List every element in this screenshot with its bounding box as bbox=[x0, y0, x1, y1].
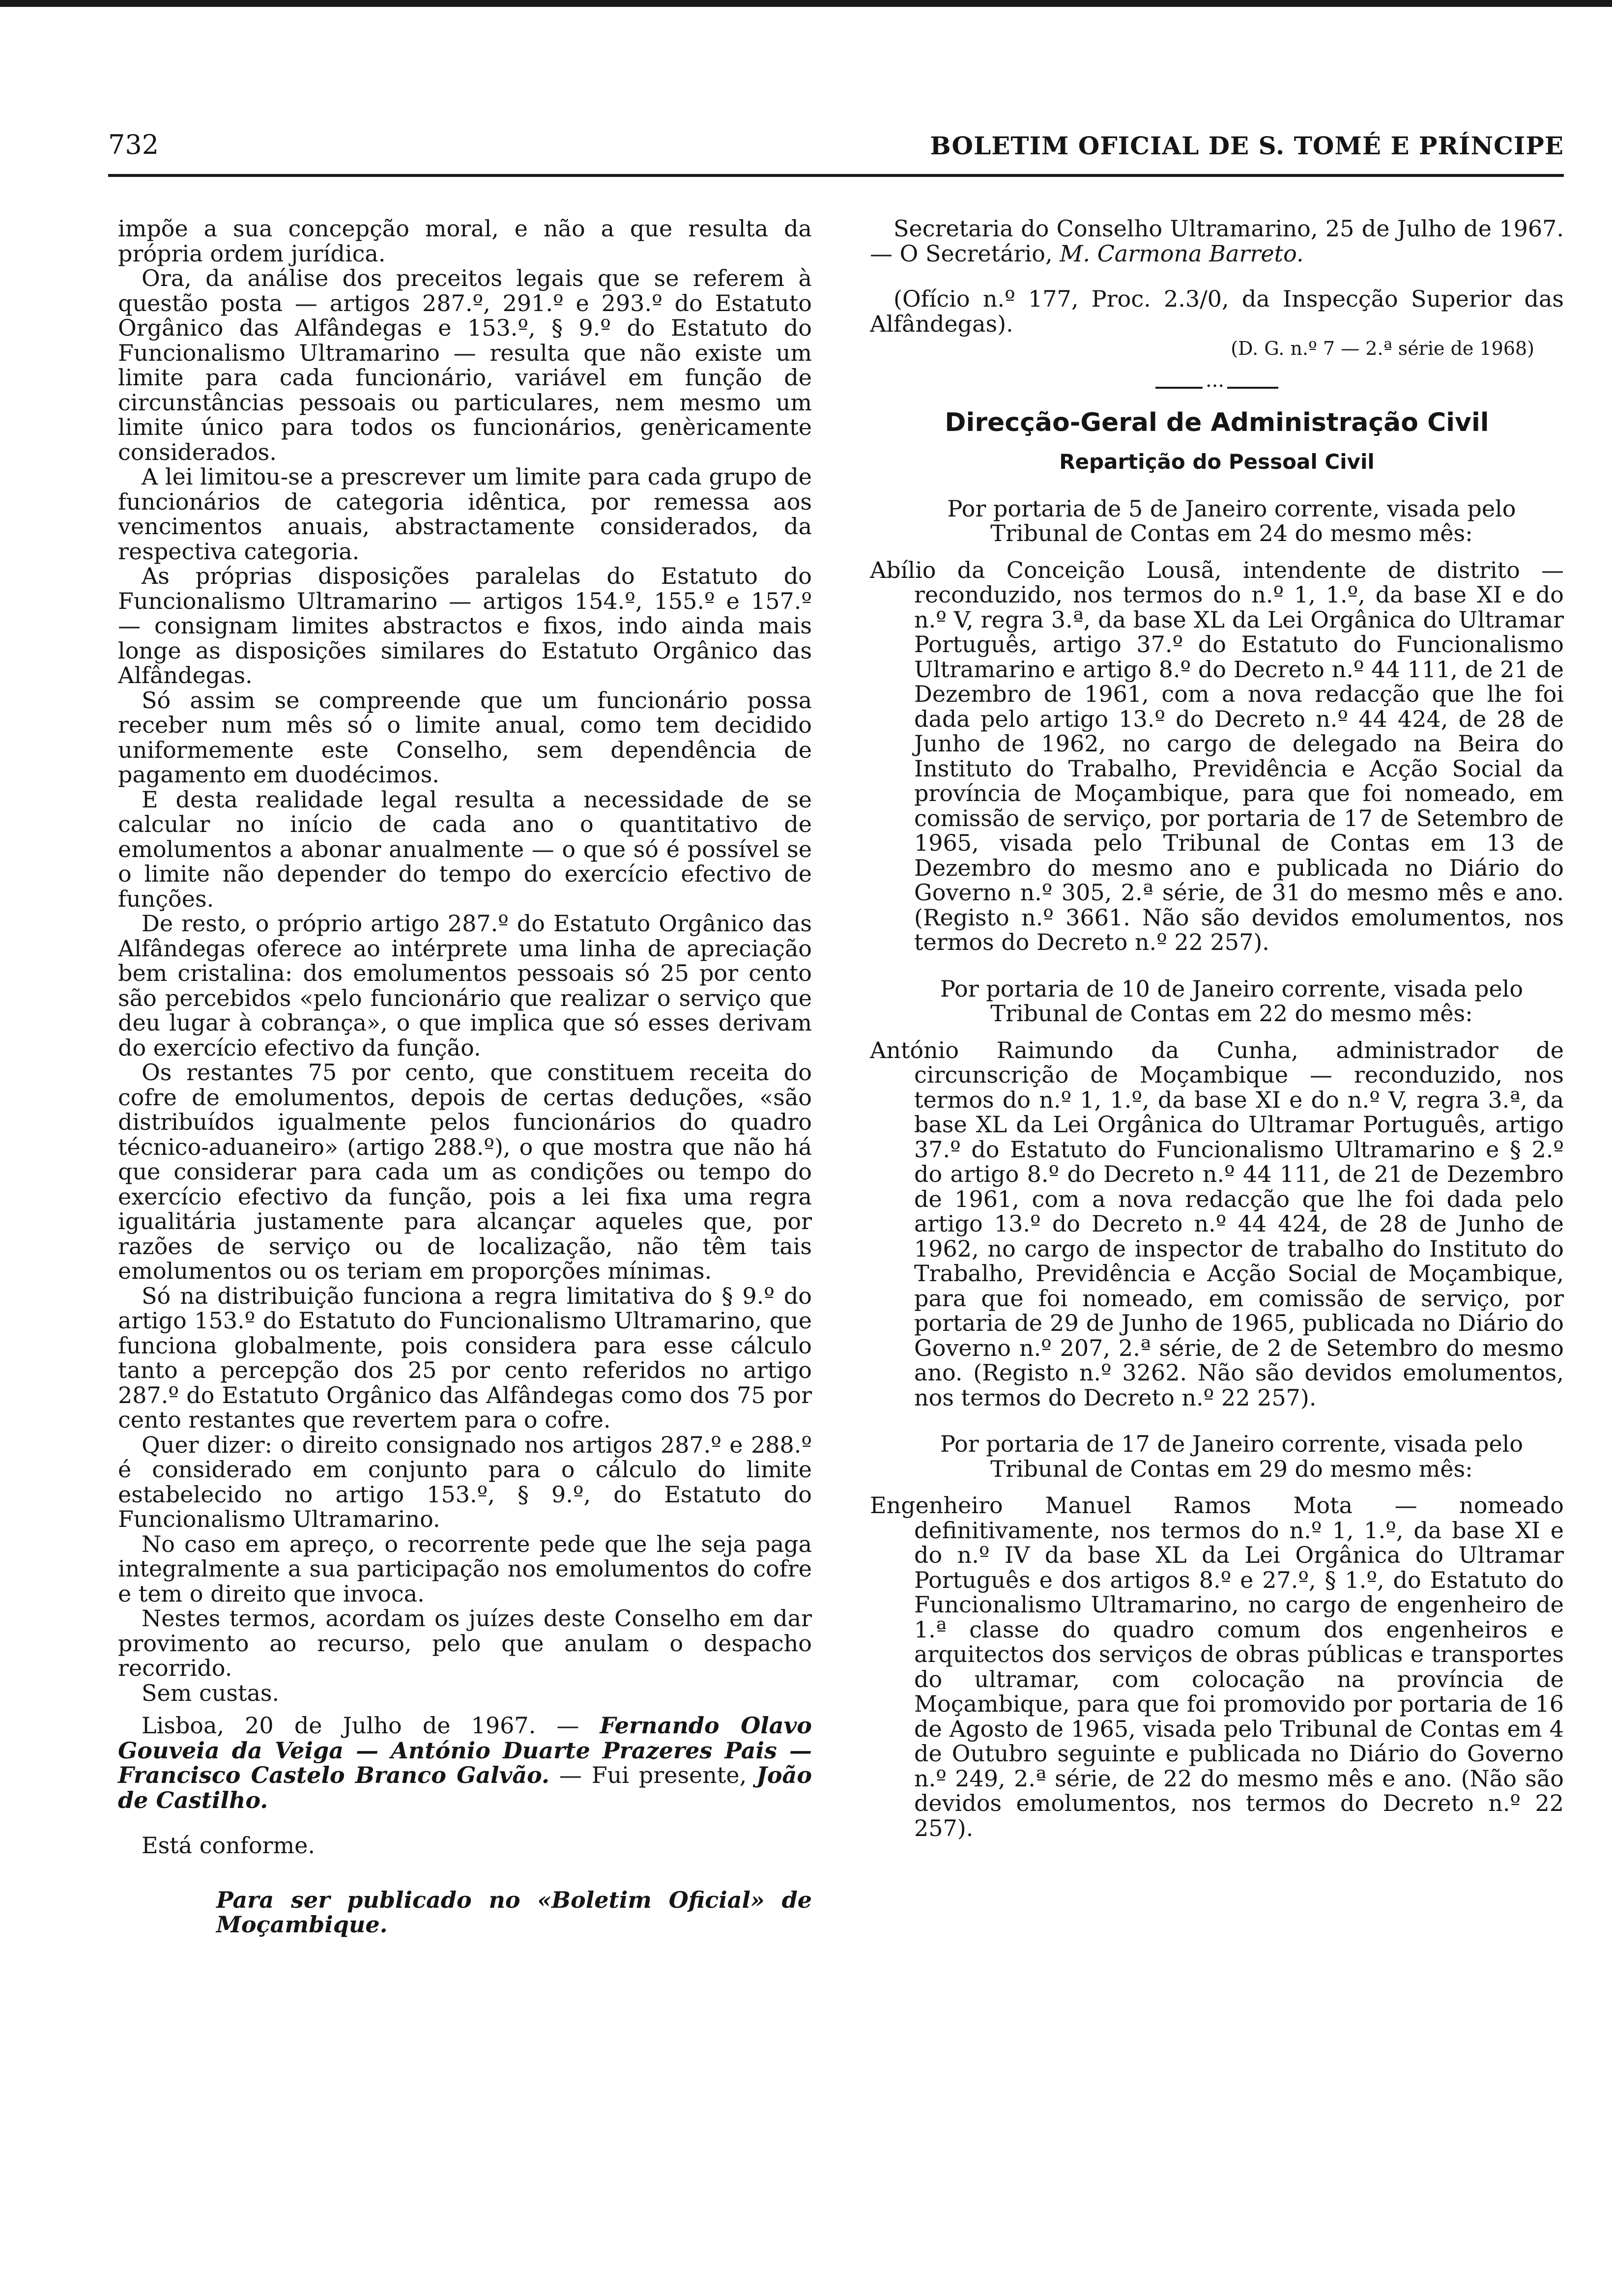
signature-block bbox=[118, 1713, 812, 1812]
paragraph: No caso em apreço, o recorrente pede que lhe seja paga integralmente a sua participação nos emolumentos do cofre e tem o direito que invoca. bbox=[118, 1530, 812, 1607]
judges-names: Fernando Olavo Gouveia da Veiga — António Duarte Prazeres Pais — Francisco Castelo Branco Galvão. bbox=[118, 1712, 812, 1788]
publication-note: Para ser publicado no «Boletim Oficial» de Moçambique. bbox=[216, 1886, 812, 1938]
paragraph: impõe a sua concepção moral, e não a que resulta da própria ordem jurídica. bbox=[118, 215, 812, 267]
appointment-entry: Abílio da Conceição Lousã, intendente de distrito — reconduzido, nos termos do n.º 1, 1.º, da base XI e do n.º V, regra 3.ª, da base XL da Lei Orgânica do Ultramar Português, artigo 37.º do Estatuto do Funcionalismo Ultramarino e artigo 8.º do Decreto n.º 44 111, de 21 de Dezembro de 1961, com a nova redacção que lhe foi dada pelo artigo 13.º do Decreto n.º 44 424, de 28 de Junho de 1962, no cargo de delegado na Beira do Instituto do Trabalho, Previdência e Acção Social da província de Moçambique, para que foi nomeado, em comissão de serviço, por portaria de 17 de Setembro de 1965, visada pelo Tribunal de Contas em 13 de Dezembro do mesmo ano e publicada no Diário do Governo n.º 305, 2.ª série, de 31 do mesmo mês e ano. (Registo n.º 3661. Não são devidos emolumentos, nos termos do Decreto n.º 22 257). bbox=[870, 556, 1564, 955]
paragraph: Ora, da análise dos preceitos legais que se referem à questão posta — artigos 287.º, 291.º e 293.º do Estatuto Orgânico das Alfândegas e 153.º, § 9.º do Estatuto do Funcionalismo Ultramarino — resulta que não existe um limite para cada funcionário, variável em função de circunstâncias pessoais ou particulares, nem mesmo um limite único para todos os funcionários, genèricamente considerados. bbox=[118, 265, 812, 465]
present-text: — Fui presente, bbox=[549, 1762, 757, 1788]
paragraph: De resto, o próprio artigo 287.º do Estatuto Orgânico das Alfândegas oferece ao intérprete uma linha de apreciação bem cristalina: dos emolumentos pessoais só 25 por cento são percebidos «pelo funcionário que realizar o serviço que deu lugar à cobrança», o que implica que só esses derivam do exercício efectivo da função. bbox=[118, 910, 812, 1061]
page-header bbox=[108, 116, 1564, 177]
section-separator bbox=[1155, 387, 1278, 391]
appointment-entry: António Raimundo da Cunha, administrador de circunscrição de Moçambique — reconduzido, nos termos do n.º 1, 1.º, da base XI e do n.º V, regra 3.ª, da base XL da Lei Orgânica do Ultramar Português, artigo 37.º do Estatuto do Funcionalismo Ultramarino e § 2.º do artigo 8.º do Decreto n.º 44 111, de 21 de Dezembro de 1961, com a nova redacção que lhe foi dada pelo artigo 13.º do Decreto n.º 44 424, de 28 de Junho de 1962, no cargo de inspector de trabalho do Instituto do Trabalho, Previdência e Acção Social de Moçambique, para que foi nomeado, em comissão de serviço, por portaria de 29 de Junho de 1965, publicada no Diário do Governo n.º 207, 2.ª série, de 2 de Setembro do mesmo ano. (Registo n.º 3262. Não são devidos emolumentos, nos termos do Decreto n.º 22 257). bbox=[870, 1036, 1564, 1411]
paragraph: Só assim se compreende que um funcionário possa receber num mês só o limite anual, como tem decidido uniformemente este Conselho, sem dependência de pagamento em duodécimos. bbox=[118, 687, 812, 788]
paragraph: Só na distribuição funciona a regra limitativa do § 9.º do artigo 153.º do Estatuto do Funcionalismo Ultramarino, que funciona globalmente, pois considera para esse cálculo tanto a percepção dos 25 por cento referidos no artigo 287.º do Estatuto Orgânico das Alfândegas como dos 75 por cento restantes que revertem para o cofre. bbox=[118, 1282, 812, 1433]
paragraph: Quer dizer: o direito consignado nos artigos 287.º e 288.º é considerado em conjunto para o cálculo do limite estabelecido no artigo 153.º, § 9.º, do Estatuto do Funcionalismo Ultramarino. bbox=[118, 1431, 812, 1532]
secretaria-line bbox=[870, 216, 1564, 266]
portaria-intro: Por portaria de 5 de Janeiro corrente, visada pelo Tribunal de Contas em 24 do mesmo mês: bbox=[947, 495, 1516, 546]
page-number: 732 bbox=[108, 129, 159, 160]
paragraph: Sem custas. bbox=[142, 1679, 280, 1706]
portaria-intro: Por portaria de 17 de Janeiro corrente, visada pelo Tribunal de Contas em 29 do mesmo mês: bbox=[940, 1431, 1524, 1482]
prosecutor-name: João de Castilho. bbox=[118, 1762, 812, 1813]
oficio-reference: (Ofício n.º 177, Proc. 2.3/0, da Inspecção Superior das Alfândegas). bbox=[870, 286, 1564, 337]
appointment-entry: Engenheiro Manuel Ramos Mota — nomeado definitivamente, nos termos do n.º 1, 1.º, da base XI e do n.º IV da base XL da Lei Orgânica do Ultramar Português e dos artigos 8.º e 27.º, § 1.º, do Estatuto do Funcionalismo Ultramarino, no cargo de engenheiro de 1.ª classe do quadro comum dos engenheiros e arquitectos dos serviços de obras públicas e transportes do ultramar, com colocação na província de Moçambique, para que foi promovido por portaria de 16 de Agosto de 1965, visada pelo Tribunal de Contas em 4 de Outubro seguinte e publicada no Diário do Governo n.º 249, 2.ª série, de 22 do mesmo mês e ano. (Não são devidos emolumentos, nos termos do Decreto n.º 22 257). bbox=[870, 1492, 1564, 1841]
paragraph: As próprias disposições paralelas do Estatuto do Funcionalismo Ultramarino — artigos 154.º, 155.º e 157.º — consignam limites abstractos e fixos, indo ainda mais longe as disposições similares do Estatuto Orgânico das Alfândegas. bbox=[118, 563, 812, 689]
date-line: Lisboa, 20 de Julho de 1967. — bbox=[142, 1712, 600, 1739]
right-column bbox=[870, 216, 1564, 1840]
paragraph: E desta realidade legal resulta a necessidade de se calcular no início de cada ano o quantitativo de emolumentos a abonar anualmente — o que só é possível se o limite não depender do tempo do exercício efectivo de funções. bbox=[118, 786, 812, 912]
paragraph: Nestes termos, acordam os juízes deste Conselho em dar provimento ao recurso, pelo que anulam o despacho recorrido. bbox=[118, 1605, 812, 1681]
dg-reference: (D. G. n.º 7 — 2.ª série de 1968) bbox=[1231, 338, 1534, 359]
portaria-intro: Por portaria de 10 de Janeiro corrente, visada pelo Tribunal de Contas em 22 do mesmo mês: bbox=[940, 975, 1524, 1027]
department-title: Direcção-Geral de Administração Civil bbox=[945, 407, 1489, 437]
left-column bbox=[118, 216, 812, 1937]
secretaria-text: Secretaria do Conselho Ultramarino, 25 de Julho de 1967. — O Secretário, bbox=[870, 215, 1564, 267]
section-title: Repartição do Pessoal Civil bbox=[1059, 450, 1375, 474]
conforme-line: Está conforme. bbox=[142, 1832, 315, 1859]
running-title: BOLETIM OFICIAL DE S. TOMÉ E PRÍNCIPE bbox=[930, 131, 1564, 160]
paragraph: A lei limitou-se a prescrever um limite para cada grupo de funcionários de categoria idêntica, por remessa aos vencimentos anuais, abstractamente considerados, da respectiva categoria. bbox=[118, 463, 812, 565]
top-border-rule bbox=[0, 0, 1612, 7]
secretary-name: M. Carmona Barreto. bbox=[1060, 240, 1304, 267]
paragraph: Os restantes 75 por cento, que constituem receita do cofre de emolumentos, depois de certas deduções, «são distribuídos igualmente pelos funcionários do quadro técnico-aduaneiro» (artigo 288.º), o que mostra que não há que considerar para cada um as condições ou tempo do exercício efectivo da função, pois a lei fixa uma regra igualitária justamente para alcançar aqueles que, por razões de serviço ou de localização, não têm tais emolumentos ou os teriam em proporções mínimas. bbox=[118, 1059, 812, 1284]
